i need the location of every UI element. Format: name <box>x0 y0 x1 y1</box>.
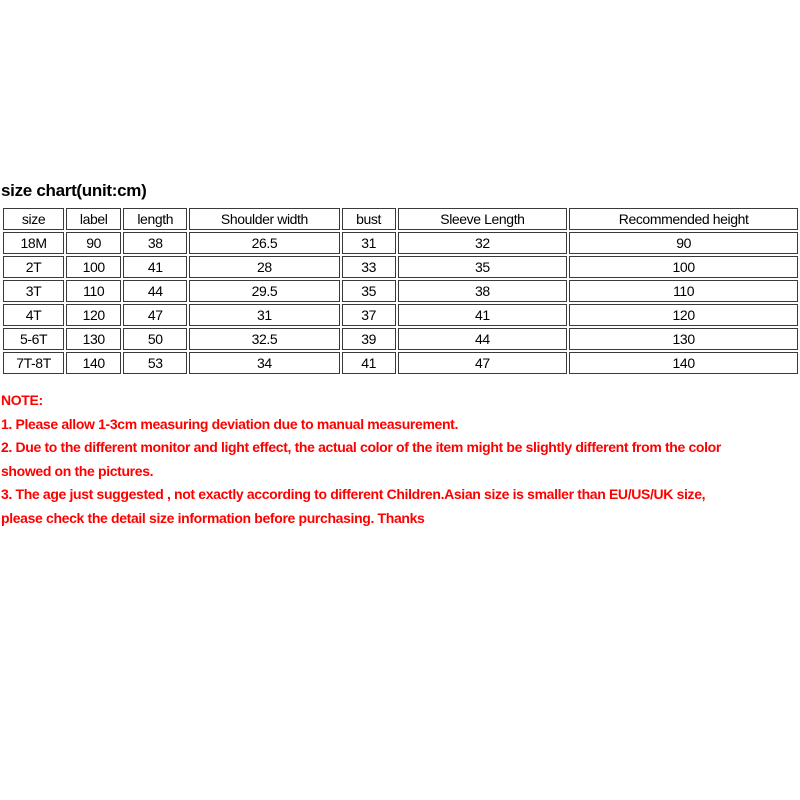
table-cell: 35 <box>342 280 396 302</box>
table-cell: 41 <box>398 304 568 326</box>
table-row <box>3 280 798 302</box>
header-label: label <box>66 208 121 230</box>
table-cell: 130 <box>66 328 121 350</box>
table-cell: 38 <box>123 232 187 254</box>
note-line: please check the detail size information before purchasing. Thanks <box>1 509 425 526</box>
table-row <box>3 232 798 254</box>
header-size: size <box>3 208 64 230</box>
notes-heading: NOTE: <box>1 392 43 408</box>
table-cell: 47 <box>123 304 187 326</box>
table-cell: 44 <box>398 328 568 350</box>
table-cell: 37 <box>342 304 396 326</box>
table-row <box>3 328 798 350</box>
table-cell: 120 <box>569 304 798 326</box>
table-row <box>3 256 798 278</box>
table-cell: 18M <box>3 232 64 254</box>
table-cell: 33 <box>342 256 396 278</box>
table-cell: 31 <box>189 304 339 326</box>
table-cell: 50 <box>123 328 187 350</box>
header-sleeve-length: Sleeve Length <box>398 208 568 230</box>
table-cell: 41 <box>123 256 187 278</box>
note-line: showed on the pictures. <box>1 462 154 479</box>
table-cell: 47 <box>398 352 568 374</box>
table-cell: 100 <box>569 256 798 278</box>
table-cell: 32 <box>398 232 568 254</box>
table-cell: 53 <box>123 352 187 374</box>
table-cell: 29.5 <box>189 280 339 302</box>
table-cell: 35 <box>398 256 568 278</box>
note-line: 2. Due to the different monitor and light effect, the actual color of the item might be slightly different from the color <box>1 439 721 455</box>
table-cell: 26.5 <box>189 232 339 254</box>
table-cell: 38 <box>398 280 568 302</box>
table-cell: 31 <box>342 232 396 254</box>
header-shoulder-width: Shoulder width <box>189 208 339 230</box>
table-cell: 7T-8T <box>3 352 64 374</box>
table-cell: 28 <box>189 256 339 278</box>
table-cell: 4T <box>3 304 64 326</box>
table-cell: 120 <box>66 304 121 326</box>
header-length: length <box>123 208 187 230</box>
note-line: 1. Please allow 1-3cm measuring deviation due to manual measurement. <box>1 415 459 432</box>
header-recommended-height: Recommended height <box>569 208 798 230</box>
table-cell: 34 <box>189 352 339 374</box>
table-cell: 110 <box>66 280 121 302</box>
note-line: 3. The age just suggested , not exactly according to different Children.Asian size is smaller than EU/US/UK size, <box>1 486 706 502</box>
table-cell: 140 <box>569 352 798 374</box>
size-chart-table <box>1 206 800 376</box>
table-cell: 39 <box>342 328 396 350</box>
table-cell: 32.5 <box>189 328 339 350</box>
table-cell: 110 <box>569 280 798 302</box>
table-cell: 100 <box>66 256 121 278</box>
table-row <box>3 304 798 326</box>
size-chart-title: size chart(unit:cm) <box>1 181 147 200</box>
table-cell: 130 <box>569 328 798 350</box>
table-cell: 44 <box>123 280 187 302</box>
notes-section <box>1 389 799 530</box>
table-cell: 3T <box>3 280 64 302</box>
table-cell: 90 <box>66 232 121 254</box>
table-row <box>3 352 798 374</box>
table-cell: 41 <box>342 352 396 374</box>
table-cell: 5-6T <box>3 328 64 350</box>
table-cell: 140 <box>66 352 121 374</box>
table-header-row <box>3 208 798 230</box>
header-bust: bust <box>342 208 396 230</box>
table-cell: 90 <box>569 232 798 254</box>
table-cell: 2T <box>3 256 64 278</box>
